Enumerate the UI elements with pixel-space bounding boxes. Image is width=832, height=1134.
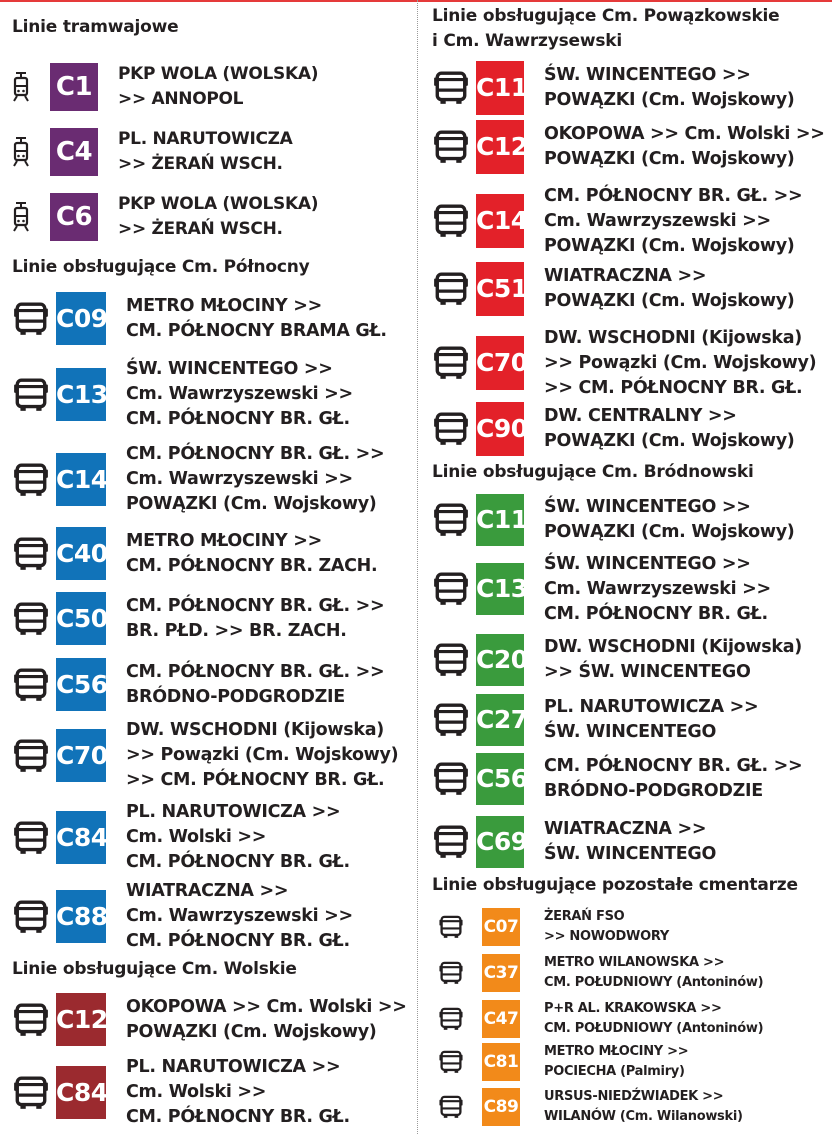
destination-line: PL. NARUTOWICZA: [118, 129, 293, 149]
destination-line: >> ŻERAŃ WSCH.: [118, 154, 283, 174]
line-badge: C56: [56, 658, 106, 711]
destination-line: CM. PÓŁNOCNY BRAMA GŁ.: [126, 320, 387, 341]
line-badge: C90: [476, 402, 524, 456]
destination-line: PKP WOLA (WOLSKA): [118, 64, 319, 84]
line-badge: C51: [476, 262, 524, 316]
bus-icon: [12, 378, 50, 412]
line-badge: C56: [476, 753, 524, 805]
route-destination: [544, 404, 795, 454]
route-destination: [126, 294, 387, 344]
destination-line: OKOPOWA >> Cm. Wolski >>: [544, 124, 825, 144]
bus-icon: [432, 572, 470, 606]
destination-line: CM. PÓŁNOCNY BR. GŁ.: [126, 931, 350, 951]
destination-line: Cm. Wawrzyszewski >>: [126, 469, 353, 489]
destination-line: BRÓDNO-PODGRODZIE: [544, 781, 763, 801]
line-badge: C40: [56, 527, 106, 580]
route-destination: [544, 63, 795, 113]
destination-line: ŚW. WINCENTEGO >>: [544, 65, 751, 85]
destination-line: DW. WSCHODNI (Kijowska): [544, 327, 802, 348]
destination-line: CM. PÓŁNOCNY BR. GŁ.: [126, 852, 350, 872]
destination-line: URSUS-NIEDŹWIADEK >>: [544, 1089, 724, 1104]
route-destination: [544, 953, 763, 993]
route-destination: [544, 907, 669, 947]
destination-line: CM. PÓŁNOCNY BR. ZACH.: [126, 555, 378, 576]
route-destination: [126, 879, 353, 954]
destination-line: POWĄZKI (Cm. Wojskowy): [544, 291, 795, 311]
route-destination: [126, 718, 398, 793]
route-destination: [544, 495, 795, 545]
bus-icon: [12, 537, 50, 571]
destination-line: ŻERAŃ FSO: [544, 909, 625, 924]
top-accent-line: [0, 0, 832, 2]
destination-line: PL. NARUTOWICZA >>: [544, 697, 759, 717]
route-destination: [126, 1055, 350, 1130]
bus-icon: [438, 915, 464, 939]
destination-line: METRO WILANOWSKA >>: [544, 955, 725, 970]
destination-line: POWĄZKI (Cm. Wojskowy): [544, 149, 795, 169]
section-title: Linie obsługujące Cm. Wolskie: [12, 959, 297, 979]
bus-icon: [12, 1076, 50, 1110]
destination-line: CM. PÓŁNOCNY BR. GŁ. >>: [126, 661, 385, 682]
line-badge: C81: [482, 1043, 520, 1081]
route-destination: [544, 1087, 743, 1127]
destination-line: >> Powązki (Cm. Wojskowy): [544, 352, 817, 373]
destination-line: ŚW. WINCENTEGO >>: [544, 497, 751, 517]
line-badge: C12: [476, 120, 524, 174]
route-destination: [126, 442, 384, 517]
route-destination: [126, 357, 353, 432]
line-badge: C89: [482, 1088, 520, 1126]
destination-line: WIATRACZNA >>: [544, 266, 707, 286]
destination-line: BRÓDNO-PODGRODZIE: [126, 686, 345, 707]
bus-icon: [432, 272, 470, 306]
destination-line: ŚW. WINCENTEGO: [544, 722, 717, 742]
line-badge: C13: [476, 563, 524, 615]
destination-line: CM. PÓŁNOCNY BR. GŁ.: [126, 409, 350, 429]
tram-icon: [12, 137, 30, 167]
destination-line: CM. PÓŁNOCNY BR. GŁ. >>: [544, 185, 803, 206]
bus-icon: [432, 346, 470, 380]
line-badge: C14: [56, 453, 106, 506]
destination-line: >> CM. PÓŁNOCNY BR. GŁ.: [544, 377, 803, 398]
route-destination: [118, 127, 293, 177]
destination-line: METRO MŁOCINY >>: [126, 295, 322, 316]
destination-line: CM. PÓŁNOCNY BR. GŁ. >>: [126, 444, 385, 464]
line-badge: C84: [56, 1066, 106, 1119]
tram-icon: [12, 72, 30, 102]
route-destination: [544, 326, 816, 401]
line-badge: C20: [476, 634, 524, 686]
destination-line: CM. PÓŁNOCNY BR. GŁ. >>: [544, 756, 803, 776]
tram-icon: [12, 202, 30, 232]
destination-line: BR. PŁD. >> BR. ZACH.: [126, 620, 347, 641]
bus-icon: [432, 412, 470, 446]
destination-line: Cm. Wawrzyszewski >>: [544, 578, 771, 599]
destination-line: CM. PÓŁNOCNY BR. GŁ. >>: [126, 595, 385, 616]
bus-icon: [12, 1003, 50, 1037]
route-destination: [544, 817, 716, 867]
route-destination: [126, 800, 350, 875]
destination-line: METRO MŁOCINY >>: [544, 1044, 689, 1059]
destination-line: METRO MŁOCINY >>: [126, 530, 322, 551]
destination-line: CM. PÓŁNOCNY BR. GŁ.: [544, 603, 768, 624]
bus-icon: [12, 302, 50, 336]
line-badge: C1: [50, 63, 98, 111]
destination-line: PL. NARUTOWICZA >>: [126, 802, 341, 822]
line-badge: C69: [476, 816, 524, 868]
destination-line: DW. WSCHODNI (Kijowska): [126, 720, 384, 740]
section-title: Linie obsługujące Cm. Bródnowski: [432, 462, 754, 482]
section-title: Linie obsługujące Cm. Północny: [12, 257, 310, 277]
line-badge: C07: [482, 908, 520, 946]
destination-line: PKP WOLA (WOLSKA): [118, 194, 319, 214]
line-badge: C70: [476, 336, 524, 390]
destination-line: Cm. Wolski >>: [126, 827, 267, 847]
destination-line: POWĄZKI (Cm. Wojskowy): [544, 522, 795, 542]
bus-icon: [432, 503, 470, 537]
destination-line: CM. PÓŁNOCNY BR. GŁ.: [126, 1107, 350, 1127]
line-badge: C13: [56, 368, 106, 421]
destination-line: POWĄZKI (Cm. Wojskowy): [544, 431, 795, 451]
section-title: Linie obsługujące pozostałe cmentarze: [432, 875, 798, 895]
route-destination: [544, 1042, 688, 1082]
route-destination: [118, 192, 318, 242]
destination-line: OKOPOWA >> Cm. Wolski >>: [126, 996, 407, 1017]
line-badge: C84: [56, 811, 106, 864]
destination-line: PL. NARUTOWICZA >>: [126, 1057, 341, 1077]
route-destination: [544, 754, 802, 804]
destination-line: CM. POŁUDNIOWY (Antoninów): [544, 975, 764, 990]
line-badge: C09: [56, 292, 106, 345]
route-destination: [118, 62, 318, 112]
bus-icon: [12, 668, 50, 702]
destination-line: >> CM. PÓŁNOCNY BR. GŁ.: [126, 770, 385, 790]
destination-line: ŚW. WINCENTEGO >>: [544, 553, 751, 574]
destination-line: >> ŚW. WINCENTEGO: [544, 662, 751, 682]
destination-line: >> NOWODWORY: [544, 929, 669, 944]
line-badge: C50: [56, 592, 106, 645]
line-badge: C70: [56, 729, 106, 782]
bus-icon: [12, 900, 50, 934]
line-badge: C11: [476, 494, 524, 546]
destination-line: CM. POŁUDNIOWY (Antoninów): [544, 1021, 764, 1036]
bus-icon: [432, 204, 470, 238]
line-badge: C6: [50, 193, 98, 241]
destination-line: DW. WSCHODNI (Kijowska): [544, 637, 802, 657]
column-divider: [417, 0, 418, 1134]
bus-icon: [438, 961, 464, 985]
destination-line: POWĄZKI (Cm. Wojskowy): [544, 90, 795, 110]
section-title: i Cm. Wawrzysewski: [432, 31, 622, 51]
destination-line: Cm. Wawrzyszewski >>: [126, 906, 353, 926]
destination-line: POWĄZKI (Cm. Wojskowy): [126, 494, 377, 514]
bus-icon: [12, 602, 50, 636]
route-destination: [544, 635, 802, 685]
destination-line: ŚW. WINCENTEGO: [544, 844, 717, 864]
bus-icon: [432, 762, 470, 796]
destination-line: P+R AL. KRAKOWSKA >>: [544, 1001, 722, 1016]
bus-icon: [12, 463, 50, 497]
bus-icon: [432, 71, 470, 105]
route-destination: [126, 995, 407, 1045]
route-destination: [544, 552, 771, 627]
route-destination: [126, 529, 377, 579]
bus-icon: [438, 1095, 464, 1119]
route-destination: [126, 660, 384, 710]
line-badge: C14: [476, 194, 524, 248]
line-badge: C88: [56, 890, 106, 943]
destination-line: WILANÓW (Cm. Wilanowski): [544, 1109, 743, 1124]
destination-line: ŚW. WINCENTEGO >>: [126, 359, 333, 379]
bus-icon: [438, 1007, 464, 1031]
section-title: Linie obsługujące Cm. Powązkowskie: [432, 6, 780, 26]
route-destination: [544, 999, 763, 1039]
destination-line: Cm. Wawrzyszewski >>: [126, 384, 353, 404]
line-badge: C47: [482, 1000, 520, 1038]
route-destination: [544, 695, 758, 745]
line-badge: C37: [482, 954, 520, 992]
line-badge: C11: [476, 61, 524, 115]
bus-icon: [432, 130, 470, 164]
route-destination: [126, 594, 384, 644]
route-destination: [544, 264, 795, 314]
destination-line: POWĄZKI (Cm. Wojskowy): [544, 235, 795, 256]
destination-line: >> ŻERAŃ WSCH.: [118, 219, 283, 239]
destination-line: >> ANNOPOL: [118, 89, 244, 109]
bus-icon: [432, 643, 470, 677]
destination-line: DW. CENTRALNY >>: [544, 406, 737, 426]
destination-line: WIATRACZNA >>: [544, 819, 707, 839]
route-destination: [544, 184, 802, 259]
destination-line: >> Powązki (Cm. Wojskowy): [126, 745, 399, 765]
bus-icon: [432, 825, 470, 859]
destination-line: Cm. Wolski >>: [126, 1082, 267, 1102]
line-badge: C12: [56, 993, 106, 1046]
destination-line: POWĄZKI (Cm. Wojskowy): [126, 1021, 377, 1042]
line-badge: C27: [476, 694, 524, 746]
destination-line: POCIECHA (Palmiry): [544, 1064, 685, 1079]
destination-line: WIATRACZNA >>: [126, 881, 289, 901]
bus-icon: [12, 821, 50, 855]
line-badge: C4: [50, 128, 98, 176]
bus-icon: [12, 739, 50, 773]
section-title: Linie tramwajowe: [12, 17, 179, 37]
bus-icon: [438, 1050, 464, 1074]
route-destination: [544, 122, 825, 172]
bus-icon: [432, 703, 470, 737]
destination-line: Cm. Wawrzyszewski >>: [544, 210, 771, 231]
